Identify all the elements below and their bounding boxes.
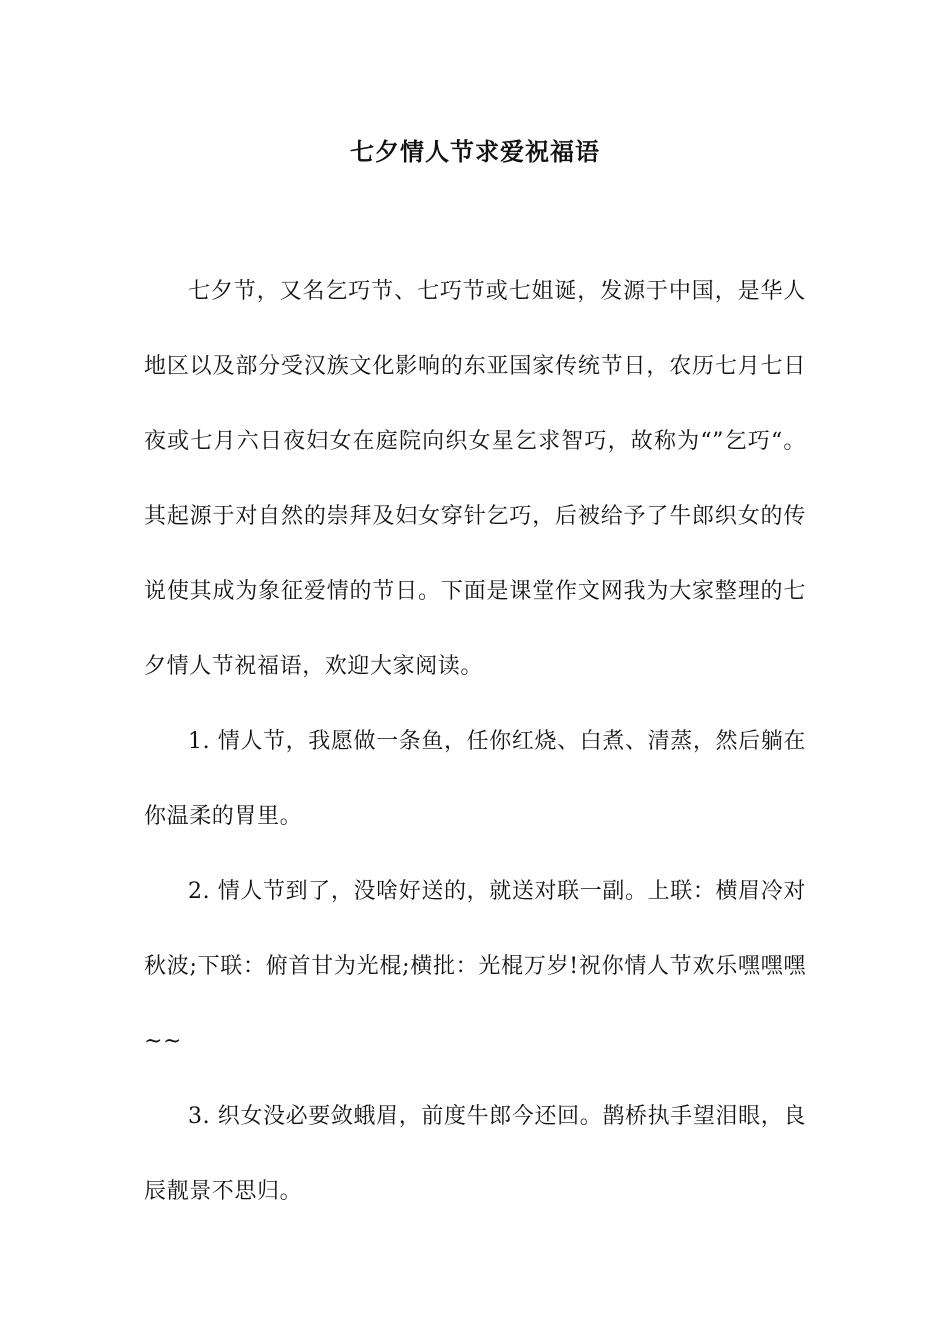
intro-paragraph: 七夕节，又名乞巧节、七巧节或七姐诞，发源于中国，是华人地区以及部分受汉族文化影响的东亚国家传统节日，农历七月七日夜或七月六日夜妇女在庭院向织女星乞求智巧，故称为“”乞巧“。其起源于对自然的崇拜及妇女穿针乞巧，后被给予了牛郎织女的传说使其成为象征爱情的节日。下面是课堂作文网我为大家整理的七夕情人节祝福语，欢迎大家阅读。 <box>144 279 806 679</box>
greeting-paragraph-3: 3. 织女没必要敛蛾眉，前度牛郎今还回。鹊桥执手望泪眼，良辰靓景不思归。 <box>144 1104 806 1204</box>
document-title: 七夕情人节求爱祝福语 <box>350 137 600 166</box>
greeting-paragraph-1: 1. 情人节，我愿做一条鱼，任你红烧、白煮、清蒸，然后躺在你温柔的胃里。 <box>144 729 806 829</box>
document-body <box>144 254 806 1229</box>
greeting-paragraph-2: 2. 情人节到了，没啥好送的，就送对联一副。上联：横眉冷对秋波;下联：俯首甘为光棍;横批：光棍万岁!祝你情人节欢乐嘿嘿嘿~~ <box>144 879 806 1054</box>
